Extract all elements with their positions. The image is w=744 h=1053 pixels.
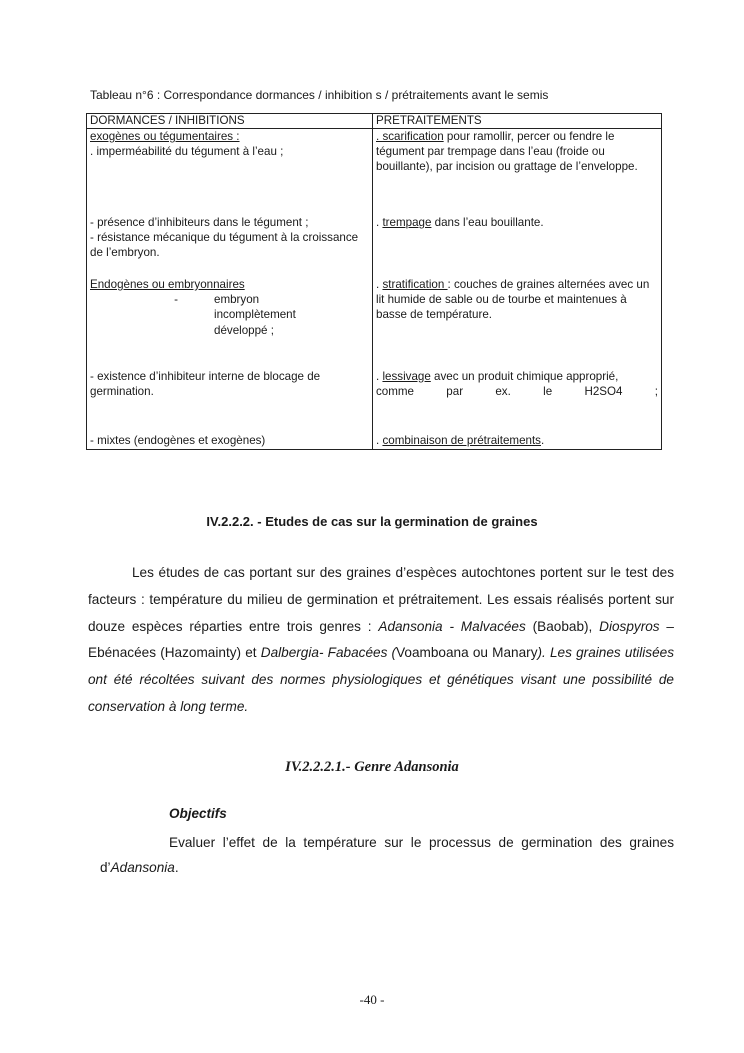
paragraph-text: Voamboana ou Manary — [396, 645, 538, 661]
scarification-keyword: . scarification — [376, 130, 444, 143]
bullet-dot: . — [376, 434, 383, 447]
stratification-text: : couches de graines alternées avec un lit humide de sable ou de tourbe et maintenues à basse de température. — [376, 278, 650, 322]
combination-text: . — [540, 434, 545, 447]
objectives-text — [100, 830, 674, 880]
endogenous-title: Endogènes ou embryonnaires — [90, 278, 245, 291]
exogenous-item: . imperméabilité du tégument à l’eau ; — [90, 145, 284, 159]
embryo-item — [90, 292, 369, 307]
table-header-row — [87, 114, 662, 129]
bullet-dot: . — [376, 216, 383, 229]
table-row — [87, 369, 662, 433]
genus-dalbergia: Dalbergia- Fabacées ( — [260, 645, 397, 661]
lessivage-text: avec un produit chimique approprié, comme par ex. le H2SO4 ; — [376, 370, 658, 399]
exogenous-title: exogènes ou tégumentaires : — [90, 130, 240, 143]
combination-keyword: combinaison de prétraitements — [382, 434, 541, 447]
objectives-end: . — [174, 860, 179, 875]
bullet-dot: . — [376, 370, 383, 383]
mixed-item: - mixtes (endogènes et exogènes) — [87, 433, 373, 450]
paragraph-text: (Baobab), — [525, 618, 600, 634]
paragraph-text: Les études de cas portant sur des graines d’espèces autochtones portent sur le test des facteurs : température du milieu de germination et prétraitement. Les essais réalisés portent sur douze espèces réparties entre trois genres : — [88, 565, 674, 634]
table-row — [87, 129, 662, 216]
internal-inhibitor-item: - existence d’inhibiteur interne de blocage de germination. — [87, 369, 373, 433]
correspondence-table — [86, 113, 662, 450]
bullet-dot: . — [376, 278, 383, 291]
embryo-line: développé ; — [214, 323, 274, 337]
embryo-line: incomplètement — [214, 308, 296, 322]
genus-diospyros: Diospyros — [599, 618, 660, 634]
subsection-heading: IV.2.2.2.1.- Genre Adansonia — [285, 759, 459, 775]
page-number: -40 - — [359, 992, 385, 1007]
mechanical-resistance-item: - résistance mécanique du tégument à la croissance de l’embryon. — [90, 231, 359, 260]
table-row — [87, 215, 662, 277]
table-row — [87, 433, 662, 450]
stratification-keyword: stratification — [382, 278, 448, 291]
trempage-cell — [373, 215, 662, 277]
lessivage-cell — [373, 369, 662, 433]
genus-adansonia: Adansonia - Malvacées — [378, 618, 526, 634]
scarification-cell — [373, 129, 662, 216]
combination-cell — [373, 433, 662, 450]
trempage-keyword: trempage — [382, 216, 432, 229]
stratification-cell — [373, 277, 662, 369]
table-caption: Tableau n°6 : Correspondance dormances / inhibition s / prétraitements avant le semis — [90, 88, 549, 102]
paragraph-text: ). Les graines utilisées ont été récoltées suivant des normes physiologiques et génétiques visant une possibilité de conservation à long terme. — [88, 645, 674, 714]
genus-adansonia: Adansonia — [110, 860, 175, 875]
objectives-title: Objectifs — [169, 806, 227, 821]
trempage-text: dans l’eau bouillante. — [431, 216, 544, 229]
lessivage-keyword: lessivage — [382, 370, 431, 383]
objectives-body: Evaluer l’effet de la température sur le processus de germination des graines d’ — [100, 835, 674, 875]
embryo-line: embryon — [214, 293, 260, 307]
header-pretraitements: PRETRAITEMENTS — [373, 114, 662, 129]
body-paragraph — [88, 560, 674, 721]
header-dormances: DORMANCES / INHIBITIONS — [87, 114, 373, 129]
inhibitors-item: - présence d’inhibiteurs dans le tégument ; — [90, 216, 309, 229]
table-row — [87, 277, 662, 369]
list-dash: - — [174, 293, 178, 307]
scarification-text: pour ramollir, percer ou fendre le tégument par trempage dans l’eau (froide ou bouillante), par incision ou grattage de l’enveloppe. — [376, 130, 638, 174]
section-heading: IV.2.2.2. - Etudes de cas sur la germination de graines — [206, 514, 538, 529]
paragraph-text: – Ebénacées (Hazomainty) et — [88, 618, 674, 661]
